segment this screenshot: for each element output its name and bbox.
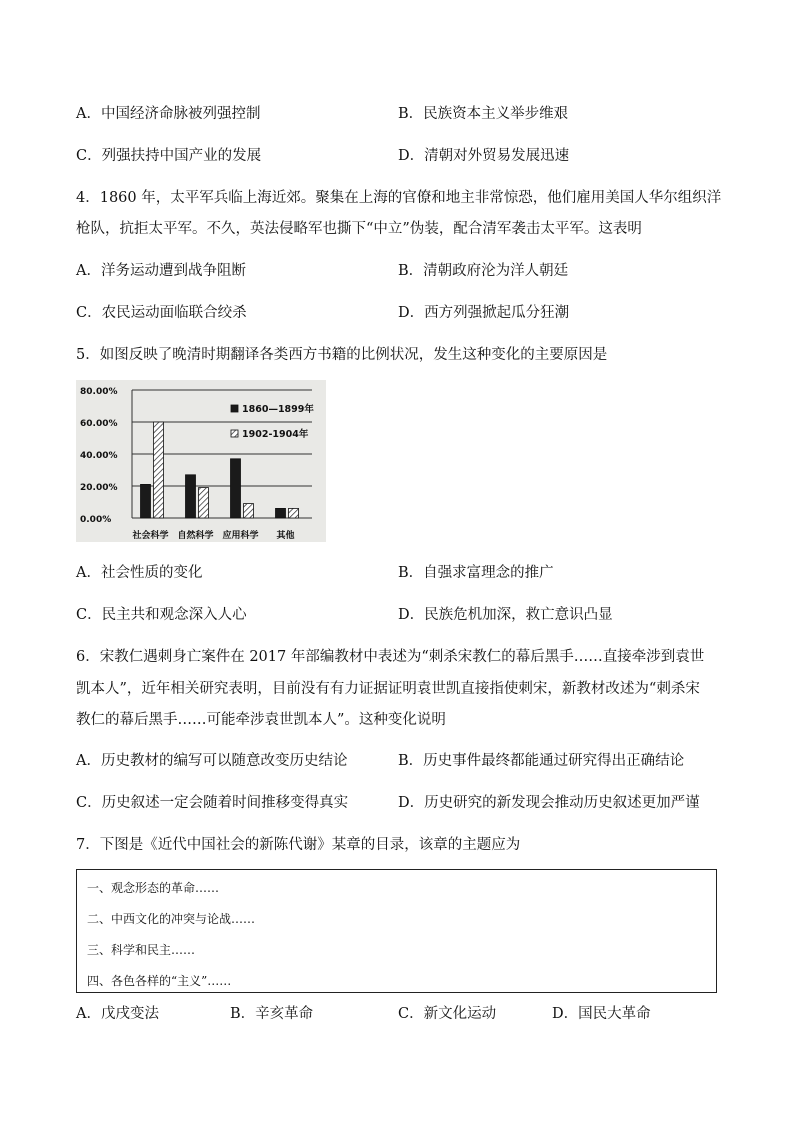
q6-stem-line-1: 6．宋教仁遇刺身亡案件在 2017 年部编教材中表述为“刺杀宋教仁的幕后黑手……直接牵涉到袁世 xyxy=(76,649,705,665)
q4-option-b[interactable]: B．清朝政府沦为洋人朝廷 xyxy=(398,263,569,279)
q5-option-c[interactable]: C．民主共和观念深入人心 xyxy=(76,607,247,623)
q3-option-d[interactable]: D．清朝对外贸易发展迅速 xyxy=(398,148,570,164)
q7-option-c[interactable]: C．新文化运动 xyxy=(398,1006,497,1022)
q6-stem-line-3: 教仁的幕后黑手……可能牵涉袁世凯本人”。这种变化说明 xyxy=(76,712,446,728)
legend-label: 1860—1899年 xyxy=(242,404,314,415)
q7-stem: 7．下图是《近代中国社会的新陈代谢》某章的目录，该章的主题应为 xyxy=(76,837,521,853)
y-tick-label: 60.00% xyxy=(80,419,118,429)
x-tick-label: 社会科学 xyxy=(132,531,169,541)
q5-stem: 5．如图反映了晚清时期翻译各类西方书籍的比例状况，发生这种变化的主要原因是 xyxy=(76,347,608,363)
legend-label: 1902-1904年 xyxy=(242,429,309,440)
q6-option-a[interactable]: A．历史教材的编写可以随意改变历史结论 xyxy=(76,753,348,769)
x-tick-label: 自然科学 xyxy=(177,531,214,541)
q4-stem-line-2: 枪队，抗拒太平军。不久，英法侵略军也撕下“中立”伪装，配合清军袭击太平军。这表明 xyxy=(76,221,642,237)
y-tick-label: 20.00% xyxy=(80,483,118,493)
q5-option-a[interactable]: A．社会性质的变化 xyxy=(76,565,203,581)
q6-option-b[interactable]: B．历史事件最终都能通过研究得出正确结论 xyxy=(398,753,685,769)
q5-option-d[interactable]: D．民族危机加深，救亡意识凸显 xyxy=(398,607,613,623)
q3-option-c[interactable]: C．列强扶持中国产业的发展 xyxy=(76,148,262,164)
legend-swatch xyxy=(231,405,238,412)
bar-series2 xyxy=(154,422,164,518)
q3-option-b[interactable]: B．民族资本主义举步维艰 xyxy=(398,106,569,122)
y-tick-label: 40.00% xyxy=(80,451,118,461)
q5-option-b[interactable]: B．自强求富理念的推广 xyxy=(398,565,554,581)
x-tick-label: 其他 xyxy=(276,531,295,541)
toc-item-2: 二、中西文化的冲突与论战…… xyxy=(87,912,256,926)
toc-item-1: 一、观念形态的革命…… xyxy=(87,881,220,895)
q3-option-a[interactable]: A．中国经济命脉被列强控制 xyxy=(76,106,261,122)
q4-option-d[interactable]: D．西方列强掀起瓜分狂潮 xyxy=(398,305,570,321)
q6-option-d[interactable]: D．历史研究的新发现会推动历史叙述更加严谨 xyxy=(398,795,700,811)
bar-series1 xyxy=(276,508,286,518)
bar-series1 xyxy=(186,475,196,518)
q7-option-d[interactable]: D．国民大革命 xyxy=(552,1006,651,1022)
q7-option-b[interactable]: B．辛亥革命 xyxy=(230,1006,314,1022)
toc-item-3: 三、科学和民主…… xyxy=(87,943,196,957)
y-tick-label: 80.00% xyxy=(80,387,118,397)
q4-stem-line-1: 4．1860 年，太平军兵临上海近郊。聚集在上海的官僚和地主非常惊恐，他们雇用美国人华尔组织洋 xyxy=(76,190,722,206)
bar-series1 xyxy=(141,484,151,518)
toc-item-4: 四、各色各样的“主义”…… xyxy=(87,974,232,988)
q7-table-of-contents xyxy=(76,869,717,993)
q4-option-c[interactable]: C．农民运动面临联合绞杀 xyxy=(76,305,247,321)
q5-chart-photo xyxy=(76,380,326,542)
bar-series2 xyxy=(244,504,254,518)
q6-option-c[interactable]: C．历史叙述一定会随着时间推移变得真实 xyxy=(76,795,349,811)
bar-series1 xyxy=(231,459,241,518)
bar-series2 xyxy=(289,508,299,518)
q6-stem-line-2: 凯本人”，近年相关研究表明，目前没有有力证据证明袁世凯直接指使刺宋，新教材改述为“刺杀宋 xyxy=(76,681,700,697)
y-tick-label: 0.00% xyxy=(80,515,112,525)
q7-option-a[interactable]: A．戊戌变法 xyxy=(76,1006,159,1022)
q5-bar-chart xyxy=(76,380,326,542)
x-tick-label: 应用科学 xyxy=(222,531,259,541)
bar-series2 xyxy=(199,488,209,518)
q4-option-a[interactable]: A．洋务运动遭到战争阻断 xyxy=(76,263,246,279)
legend-swatch xyxy=(231,430,238,437)
